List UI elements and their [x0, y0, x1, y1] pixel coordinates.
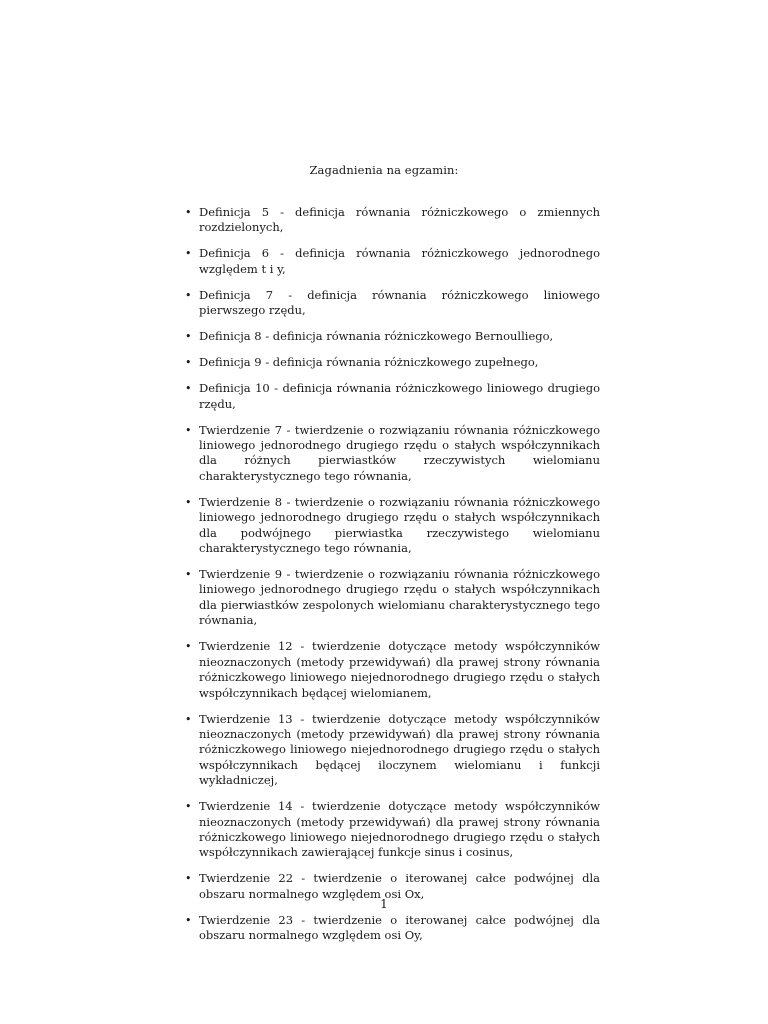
list-item-text: Twierdzenie 22 - twierdzenie o iterowanej całce podwójnej dla obszaru normalnego względem osi Ox,: [199, 871, 600, 901]
list-item-text: Twierdzenie 23 - twierdzenie o iterowanej całce podwójnej dla obszaru normalnego względem osi Oy,: [199, 912, 600, 943]
list-item-text: Definicja 8 - definicja równania różniczkowego Bernoulliego,: [199, 329, 554, 344]
list-item: [185, 913, 600, 944]
bullet-icon: •: [185, 495, 192, 509]
bullet-icon: •: [185, 423, 192, 437]
list-item: [185, 495, 600, 557]
bullet-icon: •: [185, 382, 192, 396]
bullet-icon: •: [185, 913, 192, 927]
list-item: [185, 288, 600, 319]
bullet-icon: •: [185, 872, 192, 886]
list-item-text: Twierdzenie 8 - twierdzenie o rozwiązaniu równania różniczkowego liniowego jednorodnego drugiego rzędu o stałych współczynnikach dla podwójnego pierwiastka rzeczywistego wielomianu charakterystycznego tego równania,: [199, 494, 600, 556]
list-item: [185, 639, 600, 701]
list-item: [185, 355, 600, 370]
bullet-icon: •: [185, 330, 192, 344]
list-item-text: Twierdzenie 12 - twierdzenie dotyczące metody współczynników nieoznaczonych (metody przewidywań) dla prawej strony równania różniczkowego liniowego niejednorodnego drugiego rzędu o stałych współczynnikach będącej wielomianem,: [199, 639, 600, 700]
bullet-icon: •: [185, 712, 192, 726]
page-number: 1: [380, 897, 388, 911]
list-item: [185, 799, 600, 861]
bullet-icon: •: [185, 568, 192, 582]
exam-topics-list: [185, 205, 600, 954]
list-item: [185, 329, 600, 344]
list-item-text: Definicja 7 - definicja równania różniczkowego liniowego pierwszego rzędu,: [199, 287, 600, 318]
bullet-icon: •: [185, 800, 192, 814]
bullet-icon: •: [185, 247, 192, 261]
list-item: [185, 205, 600, 236]
bullet-icon: •: [185, 288, 192, 302]
list-item-text: Definicja 6 - definicja równania różniczkowego jednorodnego względem t i y,: [199, 246, 600, 276]
list-item: [185, 567, 600, 629]
bullet-icon: •: [185, 640, 192, 654]
list-item: [185, 246, 600, 277]
list-item-text: Twierdzenie 9 - twierdzenie o rozwiązaniu równania różniczkowego liniowego jednorodnego drugiego rzędu o stałych współczynnikach dla pierwiastków zespolonych wielomianu charakterystycznego tego równania,: [199, 567, 600, 628]
list-item: [185, 381, 600, 412]
list-item-text: Twierdzenie 13 - twierdzenie dotyczące metody współczynników nieoznaczonych (metody przewidywań) dla prawej strony równania różniczkowego liniowego niejednorodnego drugiego rzędu o stałych współczynnikach będącej iloczynem wielomianu i funkcji wykładniczej,: [199, 711, 600, 788]
document-title: Zagadnienia na egzamin:: [309, 163, 459, 177]
list-item-text: Definicja 10 - definicja równania różniczkowego liniowego drugiego rzędu,: [199, 381, 600, 411]
list-item-text: Twierdzenie 7 - twierdzenie o rozwiązaniu równania różniczkowego liniowego jednorodnego drugiego rzędu o stałych współczynnikach dla różnych pierwiastków rzeczywistych wielomianu charakterystycznego tego równania,: [199, 422, 600, 483]
bullet-icon: •: [185, 206, 192, 219]
list-item: [185, 712, 600, 789]
list-item-text: Definicja 5 - definicja równania różniczkowego o zmiennych rozdzielonych,: [199, 205, 600, 235]
list-item-text: Twierdzenie 14 - twierdzenie dotyczące metody współczynników nieoznaczonych (metody przewidywań) dla prawej strony równania różniczkowego liniowego niejednorodnego drugiego rzędu o stałych współczynnikach zawierającej funkcje sinus i cosinus,: [199, 799, 600, 860]
bullet-icon: •: [185, 356, 192, 370]
list-item-text: Definicja 9 - definicja równania różniczkowego zupełnego,: [199, 355, 539, 370]
list-item: [185, 423, 600, 485]
